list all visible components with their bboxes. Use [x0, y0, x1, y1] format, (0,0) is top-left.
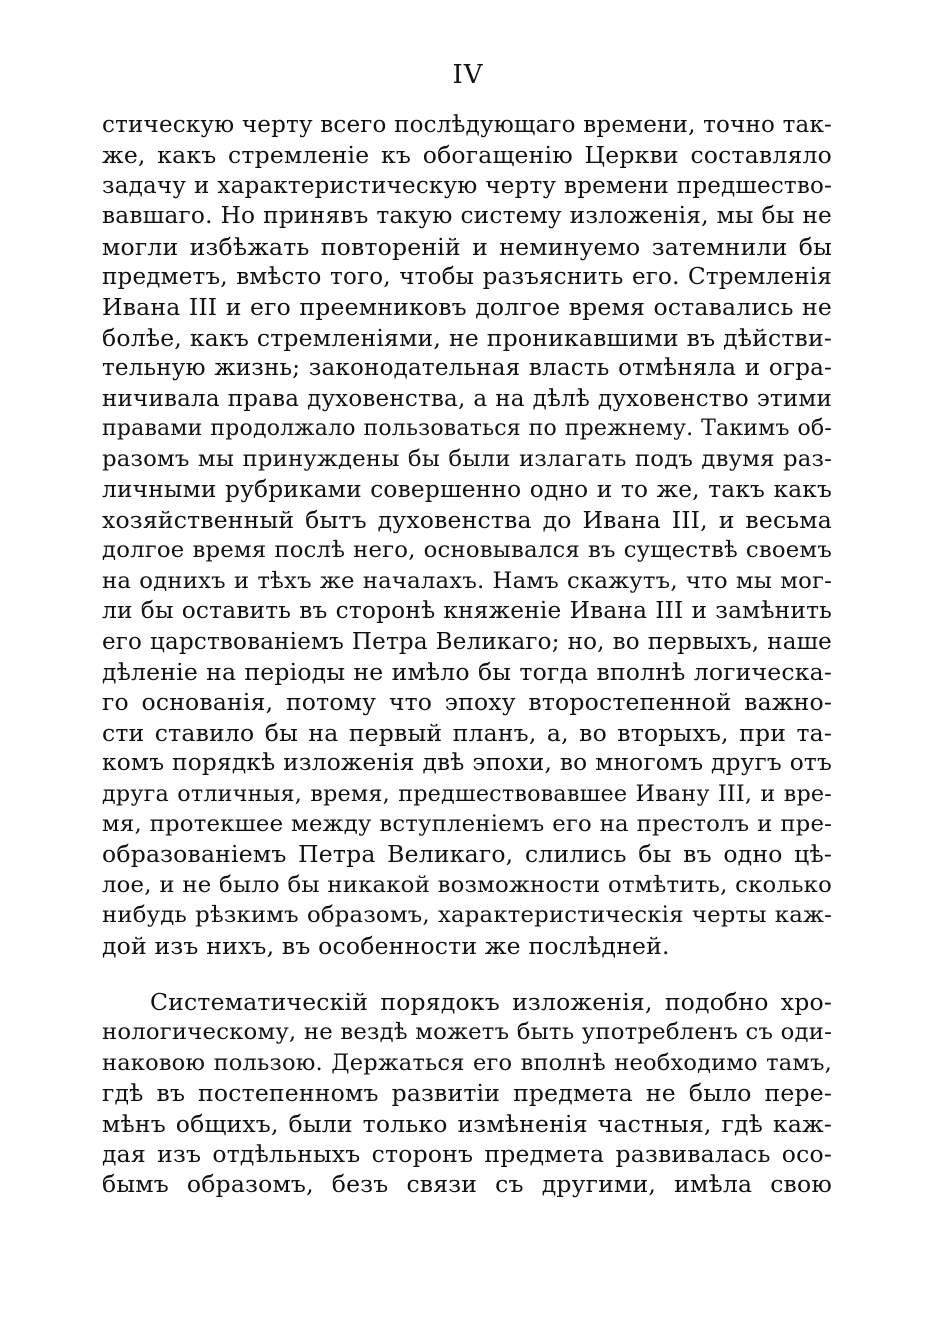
text-line: друга отличныя, время, предшествовавшее Ивану III, и вре- — [102, 780, 832, 807]
text-line: могли избѣжать повтореній и неминуемо затемнили бы — [102, 232, 832, 261]
text-line: болѣе, какъ стремленіями, не проникавшими въ дѣйстви- — [102, 323, 832, 352]
text-line: мя, протекшее между вступленіемъ его на престолъ и пре- — [102, 810, 832, 837]
text-line: бымъ образомъ, безъ связи съ другими, имѣла свою — [102, 1170, 832, 1199]
text-line: ли бы оставить въ сторонѣ княженіе Ивана III и замѣнить — [102, 597, 832, 625]
text-line: на однихъ и тѣхъ же началахъ. Намъ скажутъ, что мы мог- — [102, 567, 832, 594]
text-line: долгое время послѣ него, основывался въ существѣ своемъ — [102, 537, 832, 564]
text-line: Ивана III и его преемниковъ долгое время оставались не — [102, 293, 832, 322]
text-line: го основанія, потому что эпоху второстепенной важно- — [102, 688, 832, 717]
body-text — [102, 110, 832, 1200]
page-number: IV — [452, 60, 484, 90]
text-line: лое, и не было бы никакой возможности отмѣтить, сколько — [102, 871, 832, 898]
text-line: вавшаго. Но принявъ такую систему изложенія, мы бы не — [102, 202, 832, 230]
text-line: нибудь рѣзкимъ образомъ, характеристическія черты каж- — [102, 902, 832, 929]
text-line: предметъ, вмѣсто того, чтобы разъяснить его. Стремленія — [102, 263, 832, 290]
text-line: же, какъ стремленіе къ обогащенію Церкви составляло — [102, 141, 832, 170]
text-line: Систематическій порядокъ изложенія, подобно хро- — [150, 987, 832, 1016]
text-line: стическую черту всего послѣдующаго времени, точно так- — [102, 112, 832, 138]
text-line: гдѣ въ постепенномъ развитіи предмета не было пере- — [102, 1079, 832, 1108]
paragraph-2 — [102, 987, 832, 1200]
text-line: личными рубриками совершенно одно и то же, такъ какъ — [102, 475, 832, 503]
text-line: дѣленіе на періоды не имѣло бы тогда вполнѣ логическа- — [102, 658, 832, 687]
paragraph-1 — [102, 110, 832, 961]
text-line: дой изъ нихъ, въ особенности же послѣдней. — [102, 931, 670, 960]
text-line: тельную жизнь; законодательная власть отмѣняла и огра- — [102, 355, 832, 382]
text-line: сти ставило бы на первый планъ, а, во вторыхъ, при та- — [102, 718, 832, 747]
text-line: его царствованіемъ Петра Великаго; но, во первыхъ, наше — [102, 628, 832, 655]
text-line: дая изъ отдѣльныхъ сторонъ предмета развивалась осо- — [102, 1139, 832, 1168]
text-line: задачу и характеристическую черту времени предшество- — [102, 172, 832, 199]
text-line: ничивала права духовенства, а на дѣлѣ духовенство этими — [102, 385, 832, 412]
text-line: наковою пользою. Держаться его вполнѣ необходимо тамъ, — [102, 1049, 832, 1076]
text-line: разомъ мы принуждены бы были излагать подъ двумя раз- — [102, 446, 832, 473]
text-line: комъ порядкѣ изложенія двѣ эпохи, во многомъ другъ отъ — [102, 749, 832, 777]
text-line: нологическому, не вездѣ можетъ быть употребленъ съ оди- — [102, 1019, 832, 1046]
text-line: правами продолжало пользоваться по прежнему. Такимъ об- — [102, 415, 832, 441]
text-line: хозяйственный бытъ духовенства до Ивана III, и весьма — [102, 506, 832, 535]
text-line: мѣнъ общихъ, были только измѣненія частныя, гдѣ каж- — [102, 1109, 832, 1138]
text-line: образованіемъ Петра Великаго, слились бы въ одно цѣ- — [102, 840, 832, 869]
paragraph-gap — [102, 961, 832, 987]
